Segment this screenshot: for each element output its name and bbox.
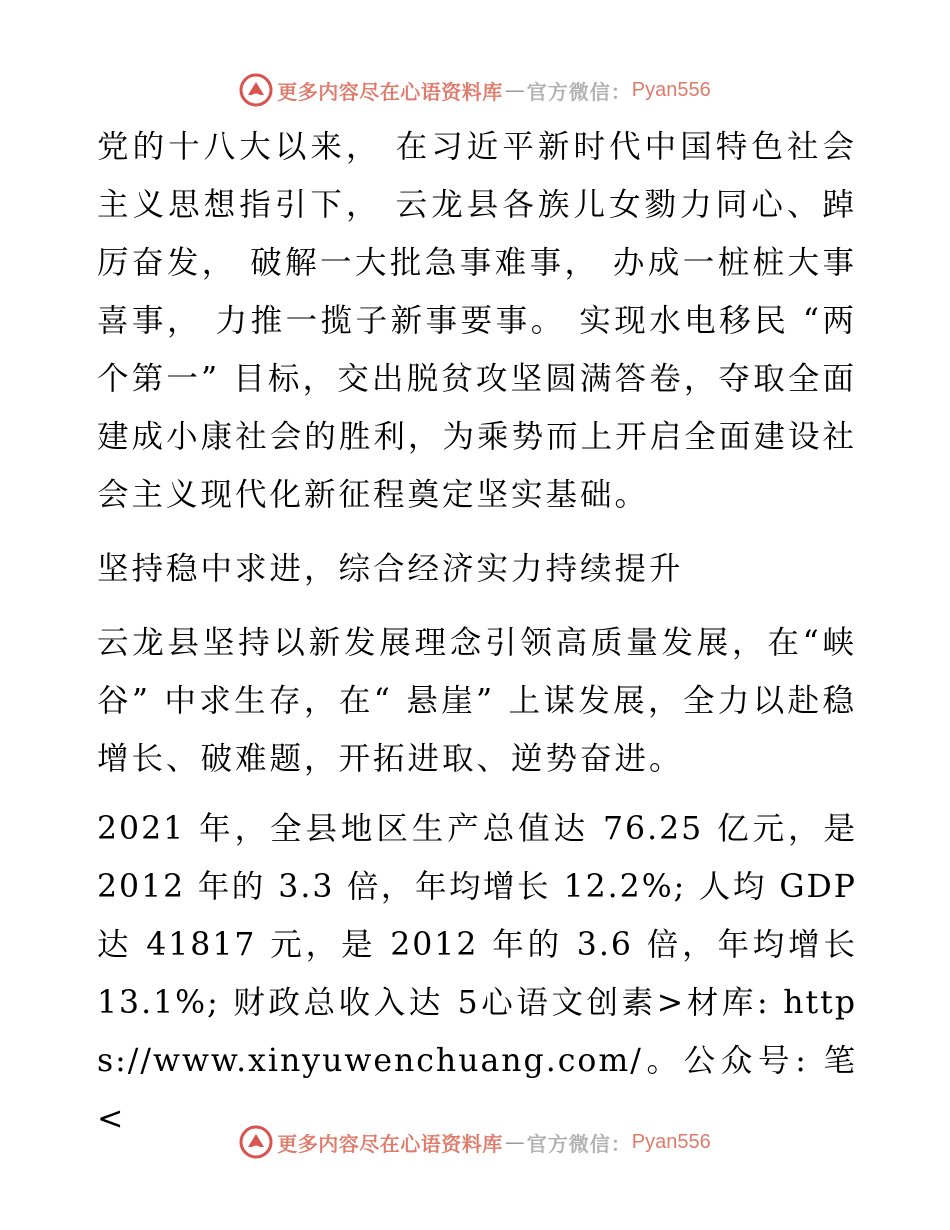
red-book-logo-icon <box>239 73 273 107</box>
banner-wechat-label: 官方微信： <box>526 1131 632 1156</box>
banner-wechat-id: Pyan556 <box>631 78 711 101</box>
banner-dash: — <box>504 1130 525 1154</box>
section-heading: 坚持稳中求进，综合经济实力持续提升 <box>97 551 684 587</box>
footer-banner <box>0 1120 950 1164</box>
document-body <box>97 118 857 1148</box>
red-book-logo-icon <box>239 1125 273 1159</box>
banner-title: 更多内容尽在心语资料库 <box>277 1131 503 1156</box>
header-banner <box>0 68 950 112</box>
banner-wechat-id: Pyan556 <box>631 1130 711 1153</box>
paragraph-intro: 党的十八大以来， 在习近平新时代中国特色社会主义思想指引下， 云龙县各族儿女勠力同心、踔厉奋发， 破解一大批急事难事， 办成一桩桩大事喜事， 力推一揽子新事要事。 实现水电移民 “两个第一” 目标，交出脱贫攻坚圆满答卷，夺取全面建成小康社会的胜利，为乘势而上开启全面建设社会主义现代化新征程奠定坚实基础。 <box>97 129 857 513</box>
paragraph-statistics: 2021 年，全县地区生产总值达 76.25 亿元，是 2012 年的 3.3 倍，年均增长 12.2%; 人均 GDP达 41817 元，是 2012 年的 3.6 倍，年均增长 13.1%; 财政总收入达 5心语文创素>材库: https://www.xinyuwenchuang.com/。公众号: 笔< <box>97 811 857 1137</box>
banner-dash: — <box>504 78 525 102</box>
banner-title: 更多内容尽在心语资料库 <box>277 79 503 104</box>
paragraph-strategy: 云龙县坚持以新发展理念引领高质量发展，在“峡谷” 中求生存，在“ 悬崖” 上谋发展，全力以赴稳增长、破难题，开拓进取、逆势奋进。 <box>97 625 857 777</box>
banner-wechat-label: 官方微信： <box>526 79 632 104</box>
